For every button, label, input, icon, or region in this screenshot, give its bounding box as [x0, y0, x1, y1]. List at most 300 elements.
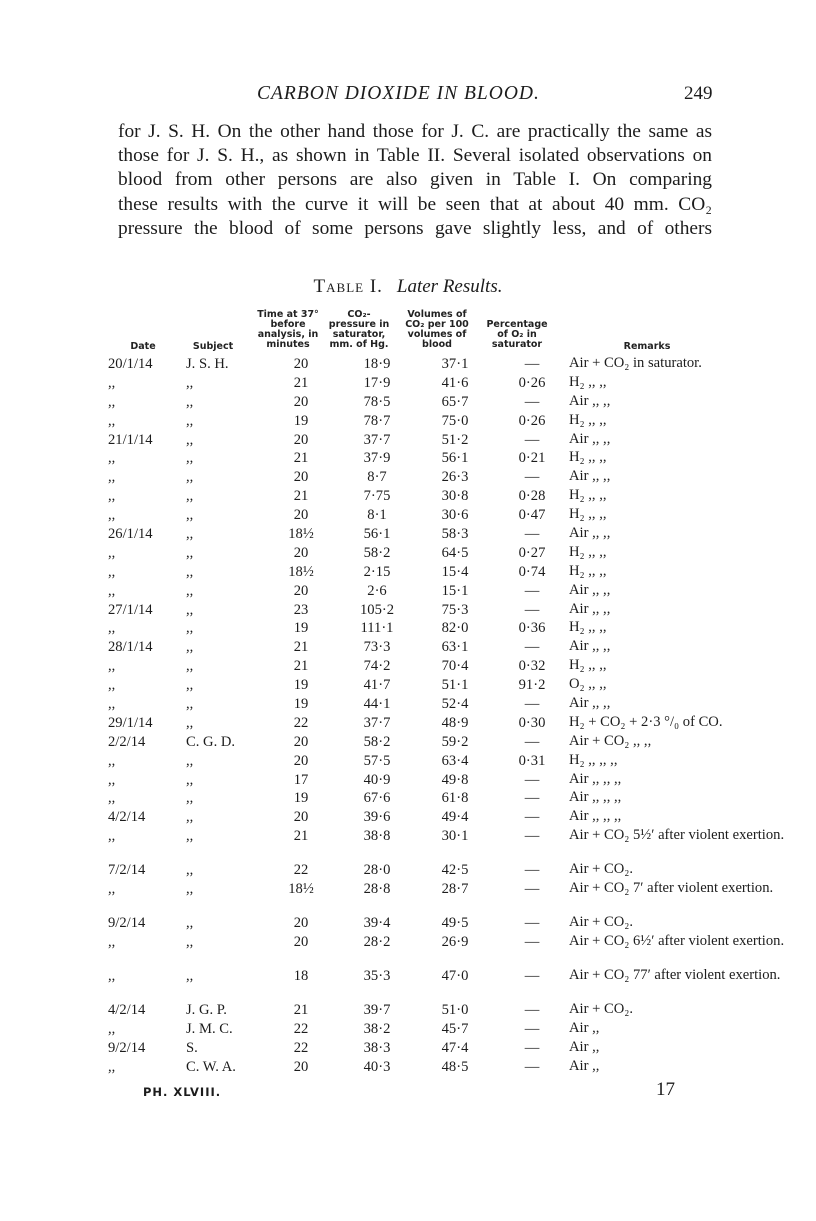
cell-co2-pressure: 38·8 [363, 828, 391, 845]
cell-date: ,, [108, 620, 116, 637]
table-row [108, 1002, 784, 1021]
cell-time: 20 [293, 582, 309, 599]
cell-time: 22 [293, 714, 309, 731]
cell-remarks: Air + CO₂ 77′ after violent exertion. [569, 967, 781, 984]
cell-time: 21 [293, 488, 309, 505]
cell-time: 19 [293, 412, 309, 429]
cell-remarks: Air ,, ,, ,, [569, 789, 622, 806]
cell-co2-pressure: 39·7 [363, 1002, 391, 1019]
cell-percentage: — [524, 1039, 540, 1056]
cell-percentage: — [524, 1058, 540, 1075]
cell-percentage: 0·30 [518, 714, 546, 731]
cell-subject: ,, [186, 828, 194, 845]
cell-co2-pressure: 58·2 [363, 733, 391, 750]
cell-subject: ,, [186, 677, 194, 694]
cell-time: 21 [293, 639, 309, 656]
cell-remarks: Air ,, ,, ,, [569, 770, 622, 787]
cell-volumes: 49·5 [441, 915, 469, 932]
table-row [108, 450, 784, 469]
cell-subject: ,, [186, 374, 194, 391]
cell-co2-pressure: 28·8 [363, 881, 391, 898]
cell-percentage: — [524, 934, 540, 951]
cell-remarks: Air ,, ,, [569, 695, 611, 712]
cell-subject: ,, [186, 771, 194, 788]
cell-remarks: Air + CO₂ in saturator. [569, 355, 702, 371]
cell-co2-pressure: 73·3 [363, 639, 391, 656]
cell-subject: ,, [186, 934, 194, 951]
cell-time: 20 [293, 431, 309, 448]
cell-remarks: Air ,, ,, [569, 581, 611, 598]
cell-subject: ,, [186, 696, 194, 713]
cell-date: ,, [108, 469, 116, 486]
cell-remarks: Air ,, ,, ,, [569, 808, 622, 825]
journal-footer: PH. XLVIII. [143, 1085, 222, 1099]
cell-remarks: H₂ ,, ,, [569, 487, 607, 504]
body-line: pressure the blood of some persons gave slightly less, and of others [118, 217, 712, 239]
cell-date: ,, [108, 544, 116, 561]
table-row [108, 677, 784, 696]
table-row [108, 772, 784, 791]
cell-date: ,, [108, 563, 116, 580]
cell-percentage: — [524, 790, 540, 807]
cell-co2-pressure: 37·9 [363, 450, 391, 467]
cell-volumes: 82·0 [441, 620, 469, 637]
cell-date: ,, [108, 934, 116, 951]
cell-co2-pressure: 57·5 [363, 752, 391, 769]
cell-subject: J. M. C. [186, 1020, 233, 1037]
cell-date: 9/2/14 [108, 915, 146, 932]
table-title: Later Results. [396, 276, 503, 297]
signature-mark: 17 [656, 1079, 675, 1100]
table-row [108, 881, 784, 915]
cell-subject: ,, [186, 639, 194, 656]
cell-date: ,, [108, 488, 116, 505]
cell-remarks: H₂ ,, ,, [569, 506, 607, 523]
cell-subject: ,, [186, 431, 194, 448]
cell-co2-pressure: 67·6 [363, 790, 391, 807]
cell-time: 20 [293, 393, 309, 410]
cell-percentage: — [524, 828, 540, 845]
table-row [108, 1059, 784, 1078]
cell-volumes: 58·3 [441, 526, 469, 543]
cell-volumes: 51·0 [441, 1002, 469, 1019]
cell-time: 20 [293, 507, 309, 524]
cell-co2-pressure: 35·3 [363, 968, 391, 985]
cell-date: ,, [108, 582, 116, 599]
body-paragraph [118, 120, 712, 241]
col-header-subject: Subject [192, 341, 234, 352]
cell-date: 7/2/14 [108, 862, 146, 879]
table-row [108, 715, 784, 734]
cell-remarks: Air ,, ,, [569, 392, 611, 409]
cell-co2-pressure: 111·1 [360, 620, 394, 637]
cell-time: 20 [293, 469, 309, 486]
cell-volumes: 49·4 [441, 809, 469, 826]
cell-volumes: 48·5 [441, 1058, 469, 1075]
cell-percentage: 0·36 [518, 620, 546, 637]
cell-date: 20/1/14 [108, 356, 153, 372]
cell-volumes: 51·2 [441, 431, 469, 448]
cell-percentage: 0·21 [518, 450, 546, 467]
cell-date: ,, [108, 881, 116, 898]
cell-volumes: 42·5 [441, 862, 469, 879]
cell-volumes: 37·1 [441, 356, 469, 372]
cell-date: ,, [108, 1058, 116, 1075]
col-header-date: Date [130, 341, 156, 352]
cell-co2-pressure: 7·75 [363, 488, 391, 505]
cell-percentage: 0·31 [518, 752, 546, 769]
body-line: blood from other persons are also given in Table I. On comparing [118, 169, 712, 191]
cell-date: ,, [108, 1020, 116, 1037]
cell-volumes: 75·0 [441, 412, 469, 429]
col-header-percentage: Percentage of O₂ in saturator [486, 319, 548, 350]
table-caption [0, 276, 816, 298]
cell-percentage: — [524, 393, 540, 410]
cell-time: 18½ [288, 881, 314, 898]
table-row [108, 790, 784, 809]
col-header-time: Time at 37° before analysis, in minutes [257, 309, 319, 350]
cell-date: 27/1/14 [108, 601, 153, 618]
cell-co2-pressure: 105·2 [359, 601, 395, 618]
cell-co2-pressure: 56·1 [363, 526, 391, 543]
cell-time: 20 [293, 1058, 309, 1075]
cell-subject: C. G. D. [186, 733, 236, 750]
cell-percentage: — [524, 582, 540, 599]
cell-time: 19 [293, 696, 309, 713]
results-table [108, 356, 784, 1078]
cell-subject: ,, [186, 563, 194, 580]
table-row [108, 862, 784, 881]
table-row [108, 356, 784, 375]
cell-remarks: Air ,, ,, [569, 638, 611, 655]
table-row [108, 526, 784, 545]
cell-percentage: 0·47 [518, 507, 546, 524]
cell-volumes: 15·1 [441, 582, 469, 599]
cell-remarks: H₂ ,, ,, [569, 543, 607, 560]
table-row [108, 432, 784, 451]
table-row [108, 602, 784, 621]
cell-remarks: Air + CO₂ 7′ after violent exertion. [569, 880, 774, 897]
cell-volumes: 49·8 [441, 771, 469, 788]
cell-subject: ,, [186, 488, 194, 505]
cell-percentage: — [524, 733, 540, 750]
cell-co2-pressure: 58·2 [363, 544, 391, 561]
cell-co2-pressure: 40·3 [363, 1058, 391, 1075]
cell-date: 4/2/14 [108, 1002, 146, 1019]
cell-subject: J. G. P. [186, 1002, 227, 1019]
cell-percentage: — [524, 431, 540, 448]
cell-volumes: 63·4 [441, 752, 469, 769]
cell-percentage: — [524, 601, 540, 618]
cell-time: 20 [293, 809, 309, 826]
table-row [108, 934, 784, 968]
cell-time: 22 [293, 862, 309, 879]
cell-percentage: 0·74 [518, 563, 546, 580]
body-line: those for J. S. H., as shown in Table II. Several isolated observations on [118, 145, 712, 167]
table-row [108, 564, 784, 583]
cell-remarks: Air + CO₂. [569, 1001, 633, 1018]
cell-co2-pressure: 28·2 [363, 934, 391, 951]
cell-subject: ,, [186, 507, 194, 524]
cell-percentage: — [524, 696, 540, 713]
cell-percentage: 0·26 [518, 412, 546, 429]
cell-volumes: 15·4 [441, 563, 469, 580]
cell-remarks: H₂ ,, ,, [569, 619, 607, 636]
cell-subject: ,, [186, 544, 194, 561]
cell-subject: ,, [186, 658, 194, 675]
running-header [0, 83, 816, 109]
cell-percentage: — [524, 469, 540, 486]
cell-subject: ,, [186, 582, 194, 599]
cell-volumes: 56·1 [441, 450, 469, 467]
cell-co2-pressure: 37·7 [363, 431, 391, 448]
cell-volumes: 64·5 [441, 544, 469, 561]
cell-remarks: Air ,, [569, 1057, 600, 1074]
cell-remarks: Air ,, [569, 1038, 600, 1055]
cell-remarks: H₂ ,, ,, [569, 373, 607, 390]
cell-co2-pressure: 78·5 [363, 393, 391, 410]
cell-percentage: — [524, 1020, 540, 1037]
cell-subject: ,, [186, 809, 194, 826]
col-header-volumes: Volumes of CO₂ per 100 volumes of blood [405, 309, 469, 350]
cell-co2-pressure: 8·7 [367, 469, 387, 486]
cell-date: 2/2/14 [108, 733, 146, 750]
cell-time: 17 [293, 771, 309, 788]
cell-remarks: Air ,, ,, [569, 468, 611, 485]
cell-date: ,, [108, 752, 116, 769]
cell-co2-pressure: 74·2 [363, 658, 391, 675]
cell-time: 23 [293, 601, 309, 618]
cell-time: 18 [293, 968, 309, 985]
cell-co2-pressure: 39·4 [363, 915, 391, 932]
cell-subject: ,, [186, 790, 194, 807]
table-row [108, 753, 784, 772]
cell-volumes: 30·6 [441, 507, 469, 524]
table-row [108, 658, 784, 677]
cell-time: 20 [293, 356, 309, 372]
cell-remarks: Air + CO₂ ,, ,, [569, 732, 652, 749]
cell-percentage: 0·26 [518, 374, 546, 391]
cell-remarks: Air ,, ,, [569, 430, 611, 447]
cell-remarks: Air + CO₂. [569, 861, 633, 878]
cell-percentage: 0·32 [518, 658, 546, 675]
table-row [108, 696, 784, 715]
cell-remarks: H₂ ,, ,, [569, 411, 607, 428]
cell-percentage: 91·2 [518, 677, 546, 694]
cell-volumes: 47·4 [441, 1039, 469, 1056]
page-number: 249 [684, 83, 713, 104]
cell-subject: ,, [186, 915, 194, 932]
cell-time: 21 [293, 658, 309, 675]
cell-volumes: 59·2 [441, 733, 469, 750]
cell-date: ,, [108, 507, 116, 524]
table-row [108, 828, 784, 862]
table-row [108, 545, 784, 564]
cell-volumes: 51·1 [441, 677, 469, 694]
cell-subject: ,, [186, 862, 194, 879]
cell-date: ,, [108, 968, 116, 985]
cell-volumes: 30·1 [441, 828, 469, 845]
cell-time: 21 [293, 374, 309, 391]
cell-date: ,, [108, 677, 116, 694]
cell-percentage: — [524, 639, 540, 656]
cell-time: 20 [293, 752, 309, 769]
table-label: Table I. [313, 276, 383, 297]
cell-co2-pressure: 40·9 [363, 771, 391, 788]
cell-time: 19 [293, 620, 309, 637]
table-row [108, 375, 784, 394]
cell-date: ,, [108, 790, 116, 807]
cell-time: 21 [293, 1002, 309, 1019]
cell-remarks: Air ,, ,, [569, 525, 611, 542]
cell-co2-pressure: 18·9 [363, 356, 391, 372]
cell-date: ,, [108, 450, 116, 467]
cell-subject: ,, [186, 469, 194, 486]
cell-time: 20 [293, 733, 309, 750]
col-header-co2: CO₂-pressure in saturator, mm. of Hg. [328, 309, 390, 350]
body-line: for J. S. H. On the other hand those for J. C. are practically the same as [118, 121, 712, 142]
cell-volumes: 26·9 [441, 934, 469, 951]
cell-co2-pressure: 28·0 [363, 862, 391, 879]
cell-co2-pressure: 37·7 [363, 714, 391, 731]
table-row [108, 809, 784, 828]
cell-subject: ,, [186, 881, 194, 898]
table-row [108, 583, 784, 602]
cell-remarks: Air ,, ,, [569, 600, 611, 617]
cell-volumes: 52·4 [441, 696, 469, 713]
cell-time: 20 [293, 915, 309, 932]
cell-co2-pressure: 8·1 [367, 507, 387, 524]
cell-time: 22 [293, 1039, 309, 1056]
cell-volumes: 47·0 [441, 968, 469, 985]
cell-subject: ,, [186, 968, 194, 985]
cell-remarks: H₂ ,, ,, [569, 562, 607, 579]
cell-co2-pressure: 2·6 [367, 582, 387, 599]
col-header-remarks: Remarks [623, 341, 671, 352]
cell-time: 21 [293, 828, 309, 845]
cell-co2-pressure: 2·15 [363, 563, 391, 580]
cell-subject: C. W. A. [186, 1058, 236, 1075]
cell-volumes: 70·4 [441, 658, 469, 675]
cell-remarks: H₂ ,, ,, [569, 657, 607, 674]
cell-date: ,, [108, 374, 116, 391]
table-row [108, 488, 784, 507]
table-row [108, 394, 784, 413]
cell-subject: ,, [186, 526, 194, 543]
cell-date: 4/2/14 [108, 809, 146, 826]
cell-percentage: — [524, 968, 540, 985]
cell-subject: ,, [186, 393, 194, 410]
cell-date: ,, [108, 412, 116, 429]
cell-co2-pressure: 44·1 [363, 696, 391, 713]
cell-date: 28/1/14 [108, 639, 153, 656]
cell-percentage: — [524, 1002, 540, 1019]
cell-co2-pressure: 17·9 [363, 374, 391, 391]
cell-subject: ,, [186, 412, 194, 429]
cell-percentage: — [524, 356, 540, 372]
cell-time: 21 [293, 450, 309, 467]
cell-remarks: H₂ ,, ,, ,, [569, 751, 618, 768]
cell-percentage: — [524, 809, 540, 826]
cell-time: 19 [293, 790, 309, 807]
cell-co2-pressure: 41·7 [363, 677, 391, 694]
cell-volumes: 26·3 [441, 469, 469, 486]
cell-volumes: 28·7 [441, 881, 469, 898]
cell-date: ,, [108, 771, 116, 788]
table-row [108, 639, 784, 658]
cell-volumes: 45·7 [441, 1020, 469, 1037]
table-row [108, 620, 784, 639]
table-row [108, 968, 784, 1002]
cell-remarks: Air ,, [569, 1019, 600, 1036]
cell-remarks: H₂ ,, ,, [569, 449, 607, 466]
table-row [108, 469, 784, 488]
cell-percentage: — [524, 881, 540, 898]
cell-volumes: 41·6 [441, 374, 469, 391]
table-row [108, 734, 784, 753]
cell-date: ,, [108, 658, 116, 675]
cell-time: 19 [293, 677, 309, 694]
body-line: these results with the curve it will be seen that at about 40 mm. CO₂ [118, 193, 712, 215]
cell-subject: ,, [186, 752, 194, 769]
cell-date: 21/1/14 [108, 431, 153, 448]
cell-date: 26/1/14 [108, 526, 153, 543]
running-title: CARBON DIOXIDE IN BLOOD. [257, 83, 540, 104]
cell-volumes: 48·9 [441, 714, 469, 731]
cell-remarks: H₂ + CO₂ + 2·3 °/₀ of CO. [569, 713, 723, 730]
cell-time: 20 [293, 934, 309, 951]
cell-volumes: 30·8 [441, 488, 469, 505]
cell-co2-pressure: 38·2 [363, 1020, 391, 1037]
cell-volumes: 61·8 [441, 790, 469, 807]
cell-volumes: 65·7 [441, 393, 469, 410]
table-row [108, 507, 784, 526]
cell-remarks: Air + CO₂ 6½′ after violent exertion. [569, 933, 785, 950]
table-row [108, 1040, 784, 1059]
cell-time: 18½ [288, 563, 314, 580]
cell-time: 20 [293, 544, 309, 561]
cell-subject: ,, [186, 620, 194, 637]
cell-percentage: 0·27 [518, 544, 546, 561]
cell-remarks: Air + CO₂ 5½′ after violent exertion. [569, 827, 785, 844]
table-row [108, 1021, 784, 1040]
cell-volumes: 75·3 [441, 601, 469, 618]
cell-subject: ,, [186, 450, 194, 467]
cell-subject: S. [186, 1039, 198, 1056]
cell-remarks: O₂ ,, ,, [569, 676, 607, 693]
cell-percentage: — [524, 526, 540, 543]
cell-co2-pressure: 78·7 [363, 412, 391, 429]
cell-date: ,, [108, 696, 116, 713]
cell-volumes: 63·1 [441, 639, 469, 656]
table-row [108, 915, 784, 934]
cell-subject: J. S. H. [186, 356, 229, 372]
cell-time: 22 [293, 1020, 309, 1037]
cell-percentage: — [524, 915, 540, 932]
cell-remarks: Air + CO₂. [569, 914, 633, 931]
cell-date: ,, [108, 828, 116, 845]
cell-percentage: 0·28 [518, 488, 546, 505]
cell-date: 29/1/14 [108, 714, 153, 731]
cell-subject: ,, [186, 601, 194, 618]
cell-date: 9/2/14 [108, 1039, 146, 1056]
cell-subject: ,, [186, 714, 194, 731]
cell-co2-pressure: 39·6 [363, 809, 391, 826]
cell-percentage: — [524, 771, 540, 788]
cell-percentage: — [524, 862, 540, 879]
table-row [108, 413, 784, 432]
cell-co2-pressure: 38·3 [363, 1039, 391, 1056]
